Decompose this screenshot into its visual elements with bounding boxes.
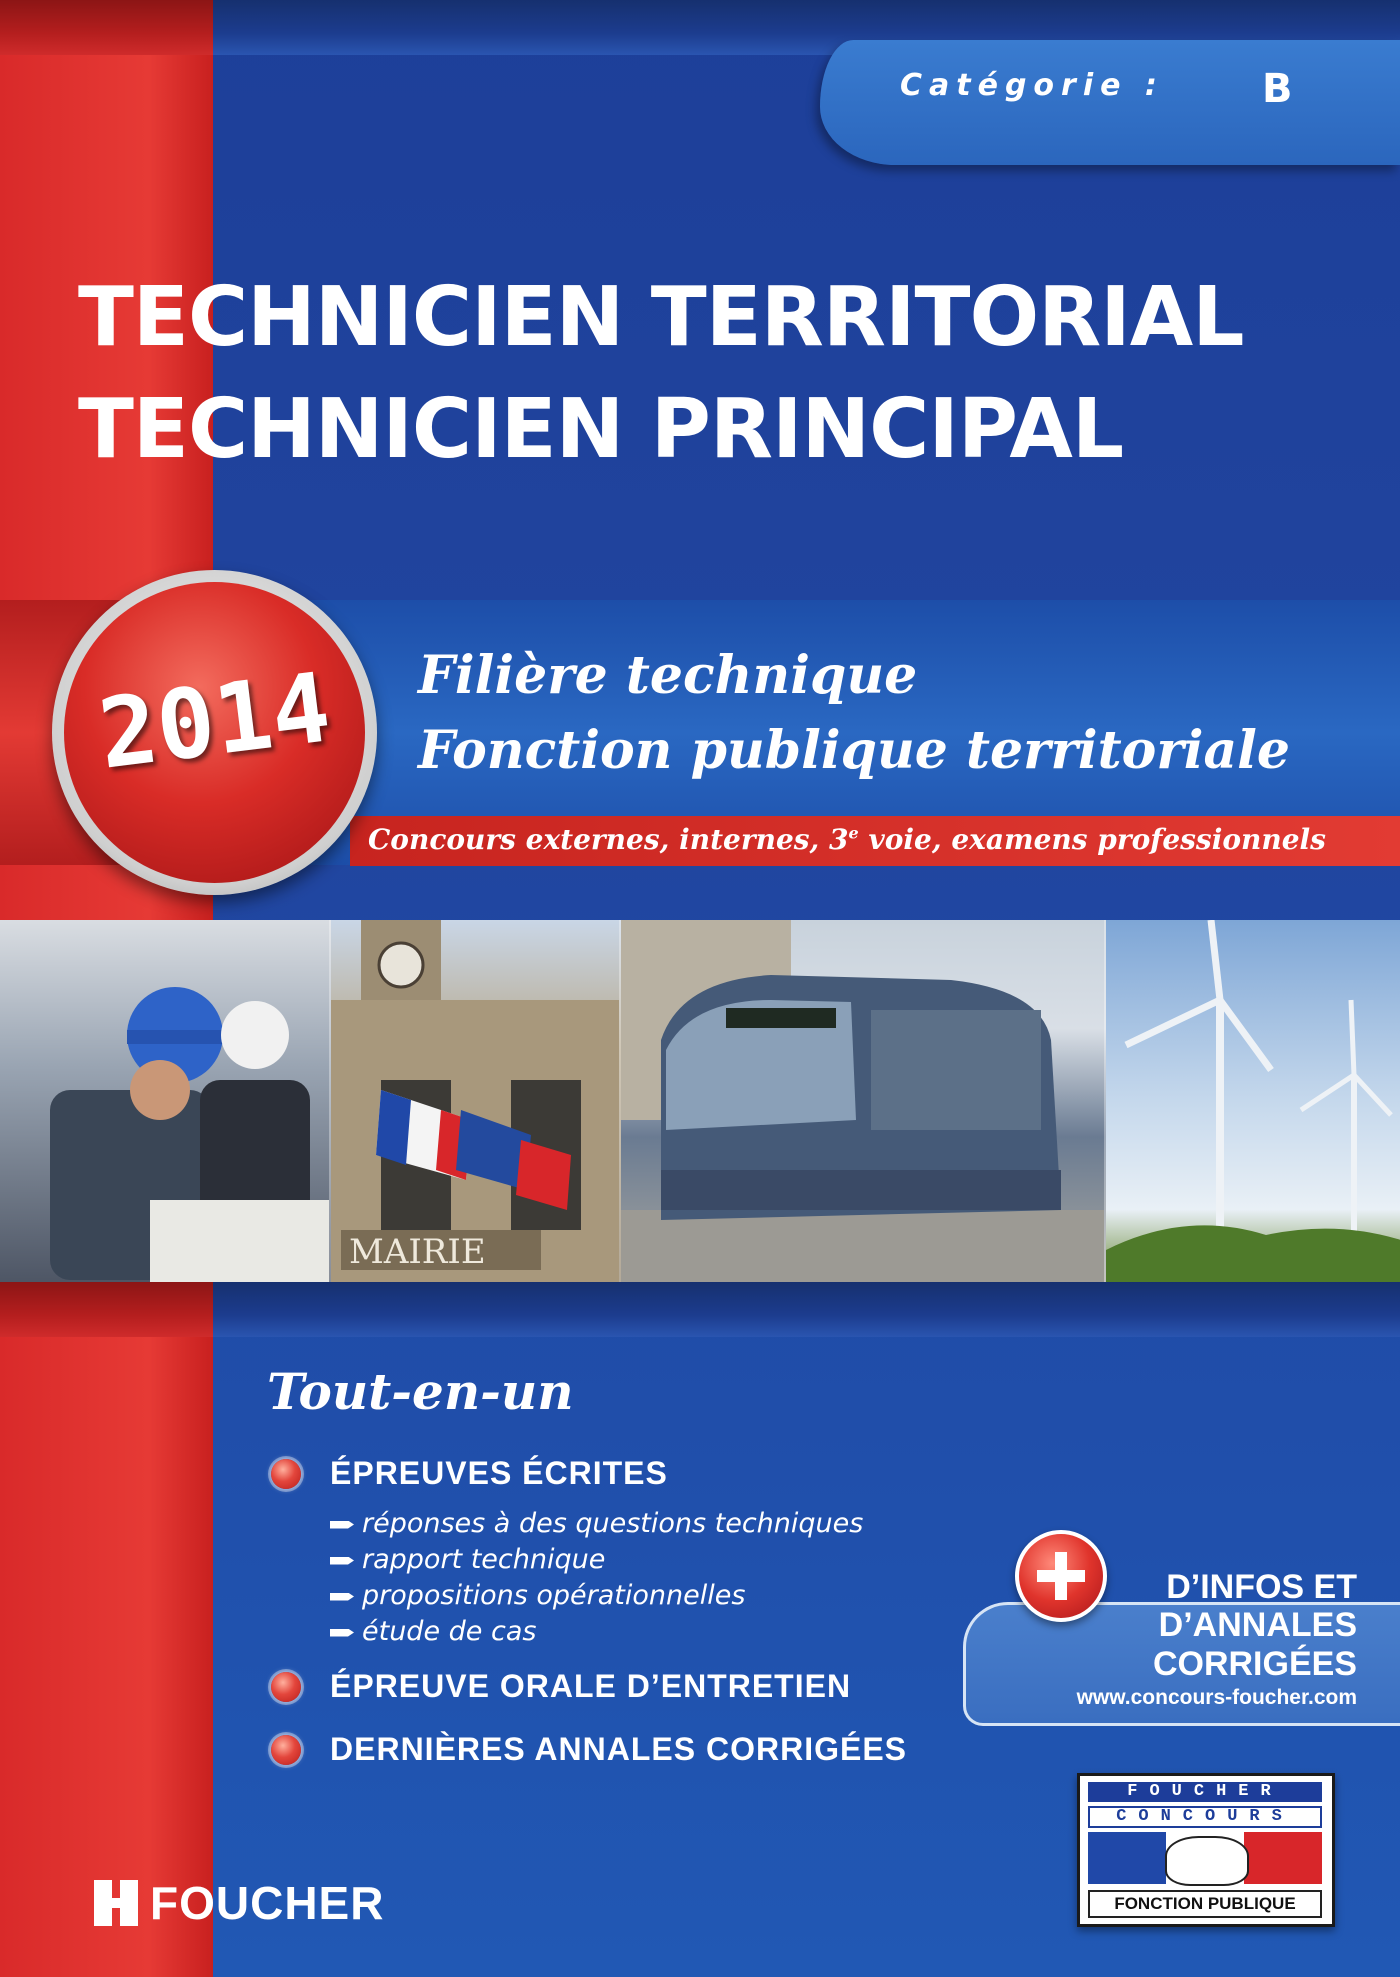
info-line2: D’ANNALES: [1158, 1606, 1357, 1644]
photo-tramway: [621, 920, 1106, 1282]
lower-dark-band: [0, 1282, 1400, 1337]
arrow-icon: [330, 1593, 354, 1601]
info-line1: D’INFOS ET: [1166, 1568, 1357, 1606]
contents-item-oral: ÉPREUVE ORALE D’ENTRETIEN: [330, 1668, 852, 1704]
bullet-icon: [271, 1672, 301, 1702]
faces-icon: [1165, 1836, 1249, 1886]
info-url: www.concours-foucher.com: [1076, 1686, 1357, 1709]
photo-mairie: [331, 920, 622, 1282]
contents-subitem: réponses à des questions techniques: [330, 1508, 863, 1539]
info-line3: CORRIGÉES: [1152, 1645, 1357, 1683]
subtitle-line1: Filière technique: [418, 645, 918, 706]
wind-turbines-illustration: [1106, 920, 1400, 1282]
tramway-illustration: [621, 920, 1106, 1282]
contents-subitem: étude de cas: [330, 1616, 536, 1647]
logo-row2: CONCOURS: [1088, 1806, 1322, 1828]
photo-strip: [0, 920, 1400, 1282]
contents-item-annales: DERNIÈRES ANNALES CORRIGÉES: [330, 1731, 907, 1767]
plus-icon: [1015, 1530, 1107, 1622]
main-title-line2: TECHNICIEN PRINCIPAL: [78, 382, 1124, 477]
contents-subitem: rapport technique: [330, 1544, 605, 1575]
photo-workers: [0, 920, 331, 1282]
workers-illustration: [0, 920, 330, 1282]
concours-text: Concours externes, internes, 3e voie, examens professionnels: [368, 823, 1326, 856]
publisher-name: FOUCHER: [150, 1877, 385, 1929]
main-title-line1: TECHNICIEN TERRITORIAL: [78, 270, 1244, 365]
mairie-illustration: [331, 920, 621, 1282]
photo-wind-turbines: [1106, 920, 1400, 1282]
bullet-icon: [271, 1459, 301, 1489]
contents-subitem: propositions opérationnelles: [330, 1580, 745, 1611]
subtitle-line2: Fonction publique territoriale: [418, 720, 1291, 781]
logo-bottom: FONCTION PUBLIQUE: [1088, 1890, 1322, 1918]
category-label: Catégorie :: [900, 68, 1164, 103]
svg-text:MAIRIE: MAIRIE: [348, 1232, 486, 1272]
foucher-concours-logo: [1077, 1773, 1335, 1927]
year-text: 2014: [92, 651, 337, 791]
publisher-logo: [94, 1876, 384, 1930]
arrow-icon: [330, 1629, 354, 1637]
contents-item-written: ÉPREUVES ÉCRITES: [330, 1455, 668, 1491]
category-value: B: [1262, 66, 1293, 112]
arrow-icon: [330, 1521, 354, 1529]
foucher-mark-icon: [94, 1880, 140, 1926]
logo-row1: FOUCHER: [1088, 1782, 1322, 1802]
contents-heading: Tout-en-un: [267, 1362, 574, 1421]
arrow-icon: [330, 1557, 354, 1565]
bullet-icon: [271, 1735, 301, 1765]
